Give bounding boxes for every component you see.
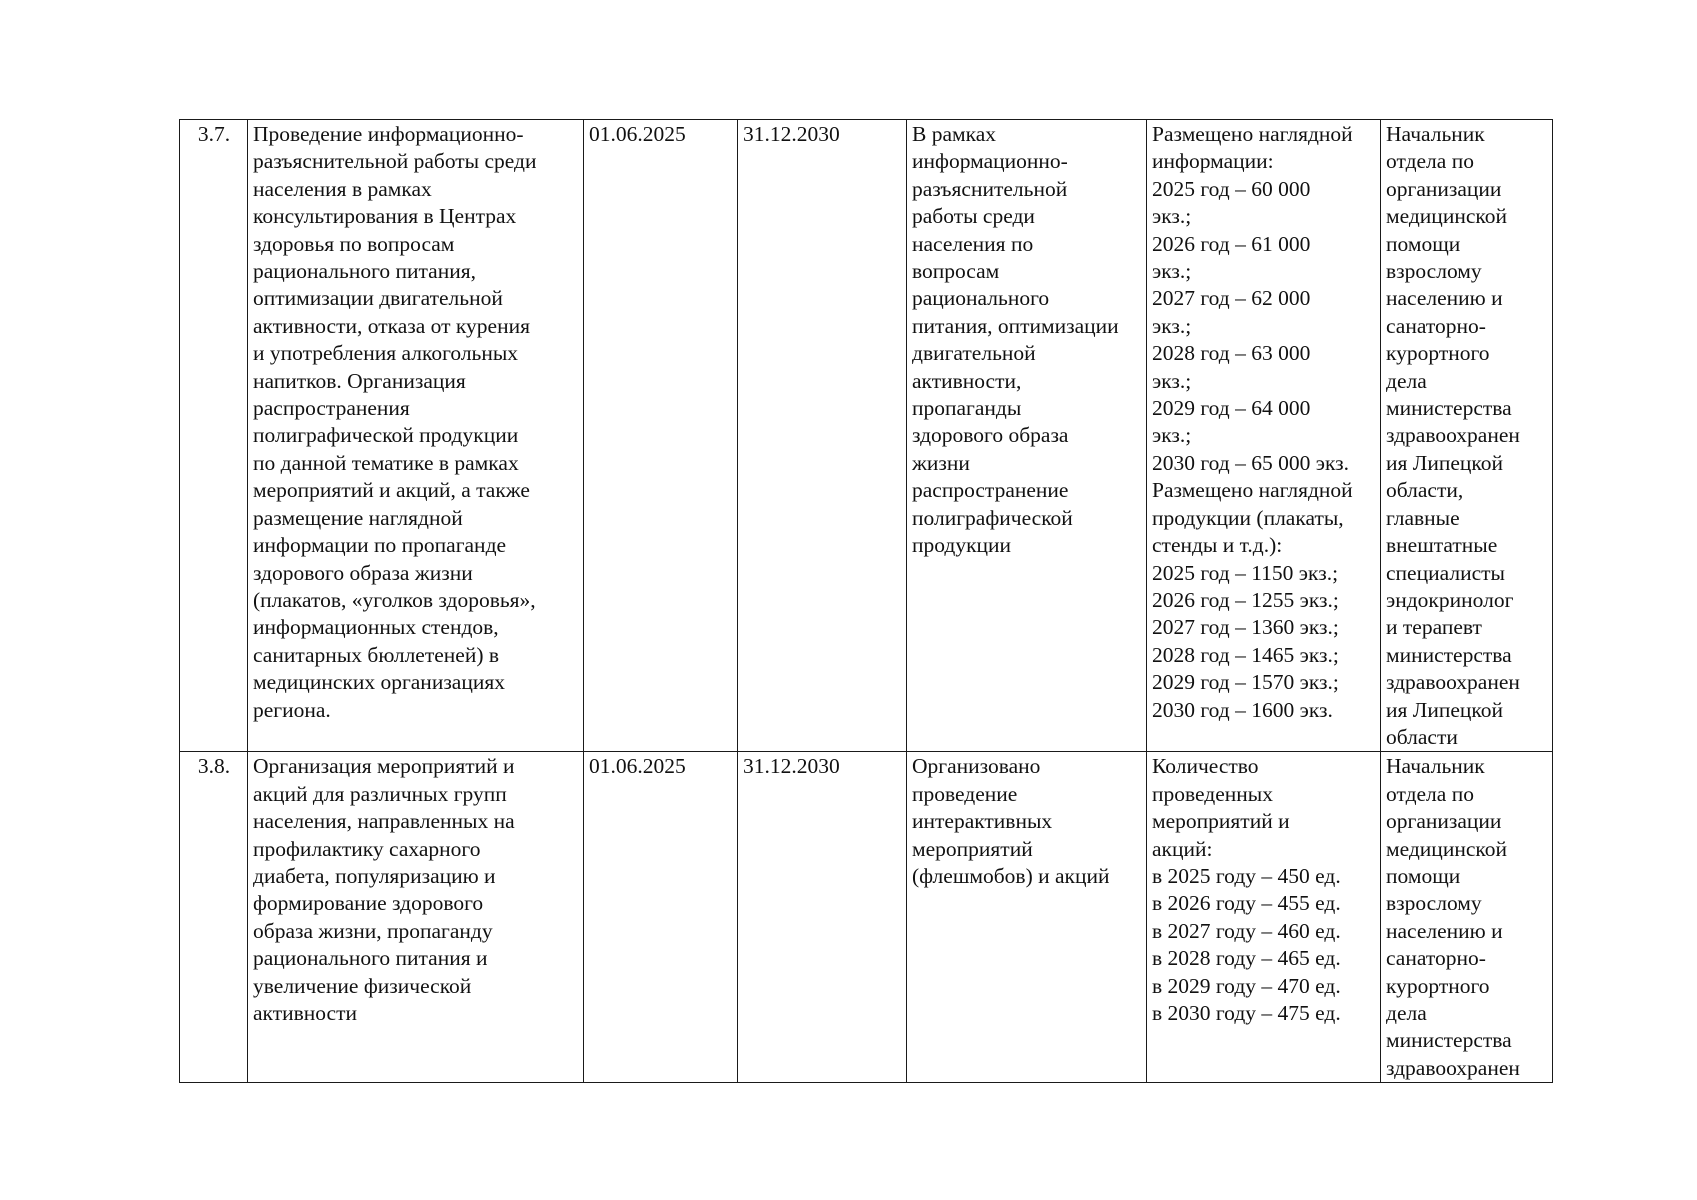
- text-line: Количество: [1152, 754, 1259, 779]
- text-line: информационных стендов,: [253, 615, 499, 640]
- text-line: рационального: [912, 286, 1050, 311]
- text-line: увеличение физической: [253, 973, 472, 998]
- text-line: министерства: [1386, 642, 1512, 667]
- responsible-cell: [1381, 120, 1553, 752]
- item-number-cell: [180, 752, 248, 1083]
- text-line: экз.;: [1152, 423, 1192, 448]
- text-line: населению и: [1386, 286, 1503, 311]
- result-cell: [907, 752, 1147, 1083]
- text-line: полиграфической продукции: [253, 423, 519, 448]
- text-line: 2028 год – 63 000: [1152, 341, 1311, 366]
- text-line: эндокринолог: [1386, 587, 1514, 612]
- text-line: информации по пропаганде: [253, 533, 507, 558]
- text-line: Размещено наглядной: [1152, 122, 1353, 146]
- text-line: разъяснительной: [912, 176, 1068, 201]
- text-line: санаторно-: [1386, 313, 1486, 338]
- text-line: акций:: [1152, 836, 1213, 861]
- responsible-cell: [1381, 752, 1553, 1083]
- text-line: медицинских организациях: [253, 670, 506, 695]
- text-line: мероприятий и: [1152, 809, 1290, 834]
- text-line: министерства: [1386, 1028, 1512, 1053]
- text-line: Начальник: [1386, 754, 1485, 779]
- text-line: Организация мероприятий и: [253, 754, 515, 779]
- text-line: в 2025 году – 450 ед.: [1152, 863, 1341, 888]
- text-line: разъяснительной работы среди: [253, 149, 537, 174]
- text-line: 2029 год – 1570 экз.;: [1152, 670, 1339, 695]
- text-line: в 2030 году – 475 ед.: [1152, 1001, 1341, 1025]
- start-date: 01.06.2025: [589, 122, 686, 146]
- text-line: активности: [253, 1001, 357, 1025]
- text-line: 2025 год – 60 000: [1152, 176, 1311, 201]
- text-line: профилактику сахарного: [253, 836, 481, 861]
- text-line: помощи: [1386, 231, 1461, 256]
- activities-table: [179, 119, 1553, 1083]
- text-line: и терапевт: [1386, 615, 1482, 640]
- text-line: ия Липецкой: [1386, 450, 1504, 475]
- start-date: 01.06.2025: [589, 754, 686, 779]
- text-line: рационального питания,: [253, 259, 476, 284]
- start-date-cell: [584, 120, 738, 752]
- text-line: области: [1386, 724, 1458, 749]
- text-line: и употребления алкогольных: [253, 341, 519, 366]
- indicator-cell: [1147, 752, 1381, 1083]
- text-line: Проведение информационно-: [253, 122, 524, 146]
- text-line: здорового образа жизни: [253, 560, 473, 585]
- text-line: 2025 год – 1150 экз.;: [1152, 560, 1339, 585]
- text-line: 2028 год – 1465 экз.;: [1152, 642, 1339, 667]
- text-line: жизни: [912, 450, 970, 475]
- text-line: дела: [1386, 1001, 1427, 1025]
- text-line: размещение наглядной: [253, 505, 463, 530]
- text-line: работы среди: [912, 204, 1035, 229]
- text-line: санаторно-: [1386, 946, 1486, 971]
- text-line: здорового образа: [912, 423, 1069, 448]
- text-line: организации: [1386, 809, 1502, 834]
- text-line: образа жизни, пропаганду: [253, 918, 493, 943]
- text-line: оптимизации двигательной: [253, 286, 503, 311]
- text-line: отдела по: [1386, 781, 1474, 806]
- text-line: в 2029 году – 470 ед.: [1152, 973, 1341, 998]
- end-date: 31.12.2030: [743, 122, 840, 146]
- table-row: [180, 120, 1553, 752]
- text-line: рационального питания и: [253, 946, 488, 971]
- text-line: двигательной: [912, 341, 1036, 366]
- text-line: 2026 год – 61 000: [1152, 231, 1311, 256]
- text-line: Размещено наглядной: [1152, 478, 1353, 503]
- text-line: интерактивных: [912, 809, 1053, 834]
- text-line: 2030 год – 65 000 экз.: [1152, 450, 1349, 475]
- text-line: региона.: [253, 697, 331, 722]
- text-line: активности,: [912, 368, 1022, 393]
- text-line: в 2027 году – 460 ед.: [1152, 918, 1341, 943]
- end-date-cell: [738, 752, 907, 1083]
- text-line: по данной тематике в рамках: [253, 450, 519, 475]
- text-line: продукции (плакаты,: [1152, 505, 1344, 530]
- text-line: области,: [1386, 478, 1464, 503]
- text-line: диабета, популяризацию и: [253, 863, 496, 888]
- text-line: здравоохранен: [1386, 1055, 1520, 1080]
- text-line: информации:: [1152, 149, 1274, 174]
- text-line: помощи: [1386, 863, 1461, 888]
- text-line: проведение: [912, 781, 1018, 806]
- text-line: населения в рамках: [253, 176, 432, 201]
- text-line: Начальник: [1386, 122, 1485, 146]
- text-line: экз.;: [1152, 204, 1192, 229]
- text-line: здравоохранен: [1386, 423, 1520, 448]
- text-line: 2027 год – 1360 экз.;: [1152, 615, 1339, 640]
- text-line: питания, оптимизации: [912, 313, 1119, 338]
- text-line: населению и: [1386, 918, 1503, 943]
- text-line: продукции: [912, 533, 1012, 558]
- activity-cell: [248, 120, 584, 752]
- text-line: Организовано: [912, 754, 1041, 779]
- start-date-cell: [584, 752, 738, 1083]
- text-line: 2030 год – 1600 экз.: [1152, 697, 1333, 722]
- table-body: [180, 120, 1553, 1083]
- text-line: мероприятий: [912, 836, 1033, 861]
- text-line: населения, направленных на: [253, 809, 515, 834]
- text-line: специалисты: [1386, 560, 1505, 585]
- text-line: дела: [1386, 368, 1427, 393]
- text-line: проведенных: [1152, 781, 1273, 806]
- text-line: распространения: [253, 396, 410, 421]
- text-line: акций для различных групп: [253, 781, 507, 806]
- text-line: активности, отказа от курения: [253, 313, 531, 338]
- text-line: главные: [1386, 505, 1460, 530]
- text-line: 2027 год – 62 000: [1152, 286, 1311, 311]
- text-line: здравоохранен: [1386, 670, 1520, 695]
- text-line: ия Липецкой: [1386, 697, 1504, 722]
- text-line: отдела по: [1386, 149, 1474, 174]
- text-line: населения по: [912, 231, 1034, 256]
- item-number-cell: [180, 120, 248, 752]
- table-row: [180, 752, 1553, 1083]
- text-line: В рамках: [912, 122, 997, 146]
- text-line: экз.;: [1152, 313, 1192, 338]
- end-date-cell: [738, 120, 907, 752]
- text-line: информационно-: [912, 149, 1068, 174]
- text-line: мероприятий и акций, а также: [253, 478, 530, 503]
- text-line: организации: [1386, 176, 1502, 201]
- end-date: 31.12.2030: [743, 754, 840, 779]
- text-line: взрослому: [1386, 259, 1482, 284]
- text-line: 2026 год – 1255 экз.;: [1152, 587, 1339, 612]
- indicator-cell: [1147, 120, 1381, 752]
- text-line: внештатные: [1386, 533, 1498, 558]
- text-line: (флешмобов) и акций: [912, 863, 1110, 888]
- text-line: 2029 год – 64 000: [1152, 396, 1311, 421]
- text-line: курортного: [1386, 973, 1490, 998]
- text-line: стенды и т.д.):: [1152, 533, 1283, 558]
- activity-cell: [248, 752, 584, 1083]
- text-line: вопросам: [912, 259, 1000, 284]
- text-line: санитарных бюллетеней) в: [253, 642, 500, 667]
- text-line: полиграфической: [912, 505, 1073, 530]
- text-line: (плакатов, «уголков здоровья»,: [253, 587, 536, 612]
- text-line: медицинской: [1386, 204, 1507, 229]
- text-line: пропаганды: [912, 396, 1022, 421]
- text-line: экз.;: [1152, 259, 1192, 284]
- text-line: экз.;: [1152, 368, 1192, 393]
- text-line: министерства: [1386, 396, 1512, 421]
- text-line: напитков. Организация: [253, 368, 466, 393]
- text-line: взрослому: [1386, 891, 1482, 916]
- item-number: 3.7.: [197, 122, 231, 146]
- text-line: медицинской: [1386, 836, 1507, 861]
- text-line: распространение: [912, 478, 1069, 503]
- item-number: 3.8.: [197, 754, 231, 779]
- text-line: консультирования в Центрах: [253, 204, 517, 229]
- text-line: формирование здорового: [253, 891, 484, 916]
- text-line: курортного: [1386, 341, 1490, 366]
- text-line: здоровья по вопросам: [253, 231, 455, 256]
- text-line: в 2028 году – 465 ед.: [1152, 946, 1341, 971]
- result-cell: [907, 120, 1147, 752]
- text-line: в 2026 году – 455 ед.: [1152, 891, 1341, 916]
